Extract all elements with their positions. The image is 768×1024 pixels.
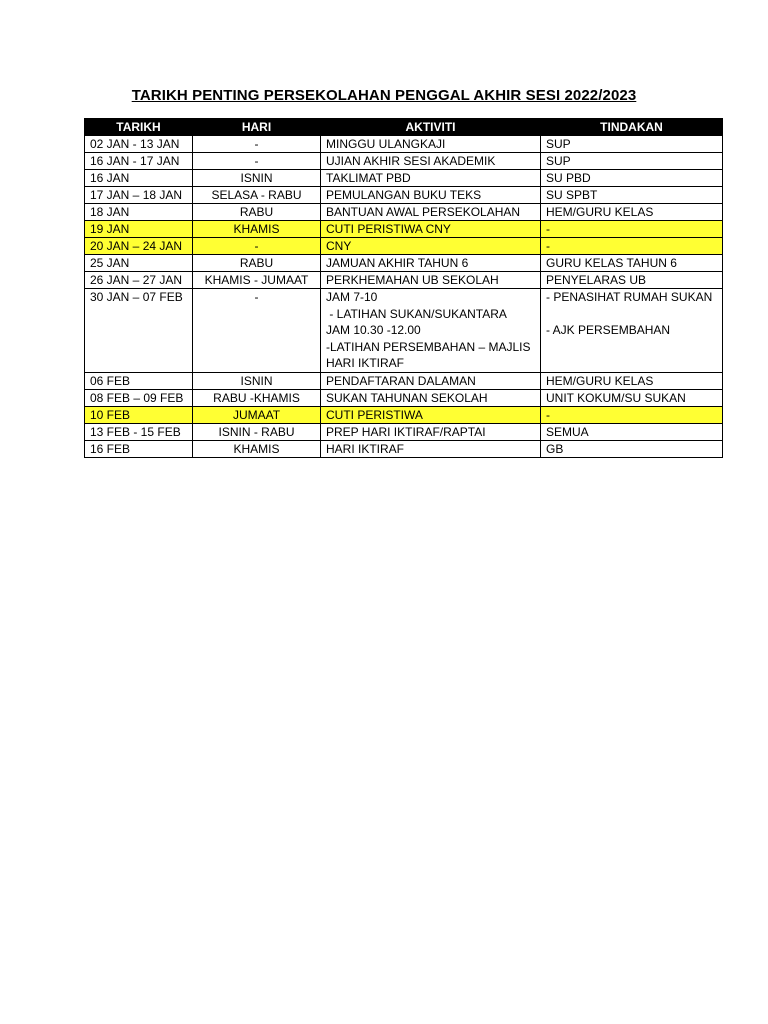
cell-hari: - <box>193 238 321 255</box>
cell-hari: ISNIN <box>193 372 321 389</box>
cell-hari: KHAMIS - JUMAAT <box>193 272 321 289</box>
table-row <box>85 170 723 187</box>
cell-aktiviti: MINGGU ULANGKAJI <box>321 136 541 153</box>
table-row <box>85 389 723 406</box>
cell-tindakan: SUP <box>541 136 723 153</box>
cell-tindakan: PENYELARAS UB <box>541 272 723 289</box>
cell-tindakan: SU PBD <box>541 170 723 187</box>
table-row <box>85 204 723 221</box>
header-hari: HARI <box>193 119 321 136</box>
cell-tindakan <box>541 289 723 373</box>
cell-tarikh: 18 JAN <box>85 204 193 221</box>
cell-aktiviti: BANTUAN AWAL PERSEKOLAHAN <box>321 204 541 221</box>
cell-tindakan: SUP <box>541 153 723 170</box>
cell-tarikh: 19 JAN <box>85 221 193 238</box>
cell-tarikh: 17 JAN – 18 JAN <box>85 187 193 204</box>
aktiviti-line: -LATIHAN PERSEMBAHAN – MAJLIS <box>326 339 531 354</box>
cell-tindakan: SEMUA <box>541 423 723 440</box>
cell-tarikh: 10 FEB <box>85 406 193 423</box>
cell-tarikh: 16 JAN - 17 JAN <box>85 153 193 170</box>
header-tindakan: TINDAKAN <box>541 119 723 136</box>
cell-tindakan: UNIT KOKUM/SU SUKAN <box>541 389 723 406</box>
cell-tindakan: HEM/GURU KELAS <box>541 204 723 221</box>
cell-aktiviti: CUTI PERISTIWA CNY <box>321 221 541 238</box>
cell-tarikh: 16 FEB <box>85 440 193 457</box>
table-row <box>85 136 723 153</box>
table-row <box>85 255 723 272</box>
cell-aktiviti: TAKLIMAT PBD <box>321 170 541 187</box>
cell-hari: RABU <box>193 255 321 272</box>
header-tarikh: TARIKH <box>85 119 193 136</box>
cell-tindakan: - <box>541 238 723 255</box>
cell-tindakan: SU SPBT <box>541 187 723 204</box>
table-row <box>85 272 723 289</box>
header-aktiviti: AKTIVITI <box>321 119 541 136</box>
cell-hari: SELASA - RABU <box>193 187 321 204</box>
cell-hari: RABU <box>193 204 321 221</box>
cell-tarikh: 26 JAN – 27 JAN <box>85 272 193 289</box>
cell-aktiviti: CNY <box>321 238 541 255</box>
table-row <box>85 153 723 170</box>
cell-tarikh: 20 JAN – 24 JAN <box>85 238 193 255</box>
spacer <box>546 306 717 323</box>
cell-tarikh: 08 FEB – 09 FEB <box>85 389 193 406</box>
cell-aktiviti: PREP HARI IKTIRAF/RAPTAI <box>321 423 541 440</box>
cell-hari: - <box>193 136 321 153</box>
cell-hari: KHAMIS <box>193 440 321 457</box>
cell-aktiviti: SUKAN TAHUNAN SEKOLAH <box>321 389 541 406</box>
cell-aktiviti: PEMULANGAN BUKU TEKS <box>321 187 541 204</box>
table-row-highlighted <box>85 238 723 255</box>
aktiviti-line: JAM 10.30 -12.00 <box>326 323 421 337</box>
cell-hari: RABU -KHAMIS <box>193 389 321 406</box>
schedule-table <box>84 118 723 458</box>
cell-aktiviti <box>321 289 541 373</box>
cell-hari: JUMAAT <box>193 406 321 423</box>
table-row-highlighted <box>85 406 723 423</box>
cell-aktiviti: UJIAN AKHIR SESI AKADEMIK <box>321 153 541 170</box>
cell-tarikh: 16 JAN <box>85 170 193 187</box>
document-title: TARIKH PENTING PERSEKOLAHAN PENGGAL AKHIR SESI 2022/2023 <box>131 87 637 104</box>
cell-hari: - <box>193 289 321 373</box>
table-row <box>85 372 723 389</box>
table-row <box>85 187 723 204</box>
cell-tindakan: - <box>541 221 723 238</box>
cell-hari: KHAMIS <box>193 221 321 238</box>
table-row <box>85 440 723 457</box>
cell-tarikh: 02 JAN - 13 JAN <box>85 136 193 153</box>
cell-hari: ISNIN <box>193 170 321 187</box>
cell-tindakan: HEM/GURU KELAS <box>541 372 723 389</box>
cell-hari: ISNIN - RABU <box>193 423 321 440</box>
table-row-multiline <box>85 289 723 373</box>
cell-tarikh: 25 JAN <box>85 255 193 272</box>
cell-tarikh: 13 FEB - 15 FEB <box>85 423 193 440</box>
aktiviti-line: JAM 7-10 <box>326 290 378 304</box>
cell-aktiviti: JAMUAN AKHIR TAHUN 6 <box>321 255 541 272</box>
cell-hari: - <box>193 153 321 170</box>
cell-aktiviti: PENDAFTARAN DALAMAN <box>321 372 541 389</box>
cell-tindakan: GURU KELAS TAHUN 6 <box>541 255 723 272</box>
aktiviti-line: HARI IKTIRAF <box>326 356 405 370</box>
cell-tarikh: 30 JAN – 07 FEB <box>85 289 193 373</box>
tindakan-line: - PENASIHAT RUMAH SUKAN <box>546 290 713 304</box>
cell-tindakan: - <box>541 406 723 423</box>
cell-tindakan: GB <box>541 440 723 457</box>
aktiviti-line: - LATIHAN SUKAN/SUKANTARA <box>326 306 507 321</box>
cell-tarikh: 06 FEB <box>85 372 193 389</box>
tindakan-line: - AJK PERSEMBAHAN <box>546 323 671 337</box>
cell-aktiviti: PERKHEMAHAN UB SEKOLAH <box>321 272 541 289</box>
table-header-row <box>85 119 723 136</box>
table-row <box>85 423 723 440</box>
cell-aktiviti: HARI IKTIRAF <box>321 440 541 457</box>
cell-aktiviti: CUTI PERISTIWA <box>321 406 541 423</box>
table-row-highlighted <box>85 221 723 238</box>
